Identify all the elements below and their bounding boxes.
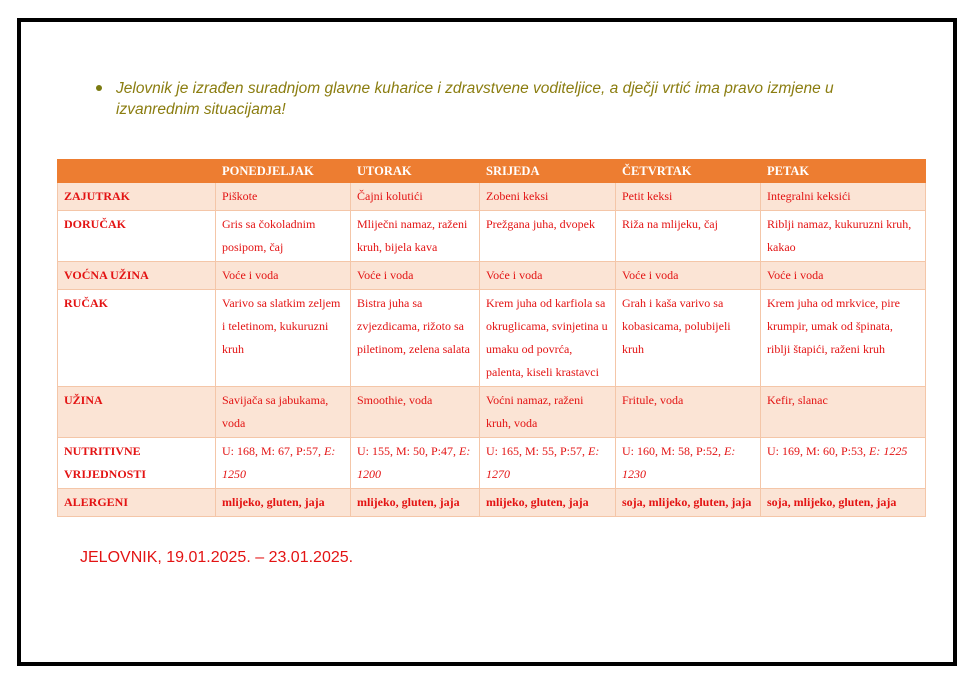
table-row	[58, 290, 926, 387]
nutrition-row	[58, 438, 926, 489]
table-cell: Voće i voda	[761, 262, 926, 290]
row-label: DORUČAK	[58, 211, 216, 262]
macros-text: U: 155, M: 50, P:47,	[357, 444, 457, 458]
table-cell: Riža na mlijeku, čaj	[616, 211, 761, 262]
allergen-cell: mlijeko, gluten, jaja	[351, 489, 480, 517]
energy-text: E: 1200	[357, 444, 471, 481]
macros-text: U: 160, M: 58, P:52,	[622, 444, 722, 458]
table-cell: Savijača sa jabukama, voda	[216, 387, 351, 438]
table-cell: Voće i voda	[351, 262, 480, 290]
table-cell: Bistra juha sa zvjezdicama, rižoto sa piletinom, zelena salata	[351, 290, 480, 387]
table-cell: Voće i voda	[216, 262, 351, 290]
table-cell: Prežgana juha, dvopek	[480, 211, 616, 262]
nutrition-cell	[480, 438, 616, 489]
header-wednesday: SRIJEDA	[480, 160, 616, 183]
note-bullet-item	[96, 78, 906, 120]
row-label: RUČAK	[58, 290, 216, 387]
bullet-dot-icon	[96, 85, 102, 91]
row-label: ZAJUTRAK	[58, 183, 216, 211]
header-friday: PETAK	[761, 160, 926, 183]
table-cell: Voćni namaz, raženi kruh, voda	[480, 387, 616, 438]
row-label: VOĆNA UŽINA	[58, 262, 216, 290]
table-cell: Mliječni namaz, raženi kruh, bijela kava	[351, 211, 480, 262]
allergen-cell: soja, mlijeko, gluten, jaja	[761, 489, 926, 517]
table-cell: Voće i voda	[616, 262, 761, 290]
table-cell: Krem juha od mrkvice, pire krumpir, umak od špinata, riblji štapići, raženi kruh	[761, 290, 926, 387]
macros-text: U: 169, M: 60, P:53,	[767, 444, 867, 458]
nutrition-cell	[616, 438, 761, 489]
table-cell: Petit keksi	[616, 183, 761, 211]
table-row	[58, 387, 926, 438]
header-thursday: ČETVRTAK	[616, 160, 761, 183]
nutrition-cell	[761, 438, 926, 489]
table-cell: Grah i kaša varivo sa kobasicama, polubijeli kruh	[616, 290, 761, 387]
energy-text: E: 1225	[869, 444, 908, 458]
header-monday: PONEDJELJAK	[216, 160, 351, 183]
table-cell: Zobeni keksi	[480, 183, 616, 211]
table-header-row	[58, 160, 926, 183]
row-label: ALERGENI	[58, 489, 216, 517]
allergens-row	[58, 489, 926, 517]
menu-table	[57, 159, 926, 517]
header-tuesday: UTORAK	[351, 160, 480, 183]
table-row	[58, 262, 926, 290]
menu-date-title: JELOVNIK, 19.01.2025. – 23.01.2025.	[80, 549, 354, 566]
table-cell: Varivo sa slatkim zeljem i teletinom, kukuruzni kruh	[216, 290, 351, 387]
table-cell: Riblji namaz, kukuruzni kruh, kakao	[761, 211, 926, 262]
table-cell: Gris sa čokoladnim posipom, čaj	[216, 211, 351, 262]
table-cell: Krem juha od karfiola sa okruglicama, svinjetina u umaku od povrća, palenta, kiseli krastavci	[480, 290, 616, 387]
table-cell: Čajni kolutići	[351, 183, 480, 211]
allergen-cell: mlijeko, gluten, jaja	[216, 489, 351, 517]
row-label: NUTRITIVNE VRIJEDNOSTI	[58, 438, 216, 489]
note-text: Jelovnik je izrađen suradnjom glavne kuharice i zdravstvene voditeljice, a dječji vrtić ima pravo izmjene u izvanrednim situacijama!	[116, 80, 834, 118]
allergen-cell: soja, mlijeko, gluten, jaja	[616, 489, 761, 517]
nutrition-cell	[351, 438, 480, 489]
macros-text: U: 168, M: 67, P:57,	[222, 444, 322, 458]
table-cell: Smoothie, voda	[351, 387, 480, 438]
table-row	[58, 183, 926, 211]
table-row	[58, 211, 926, 262]
table-cell: Piškote	[216, 183, 351, 211]
header-corner	[58, 160, 216, 183]
table-cell: Voće i voda	[480, 262, 616, 290]
nutrition-cell	[216, 438, 351, 489]
energy-text: E: 1250	[222, 444, 336, 481]
macros-text: U: 165, M: 55, P:57,	[486, 444, 586, 458]
table-cell: Fritule, voda	[616, 387, 761, 438]
energy-text: E: 1270	[486, 444, 600, 481]
table-cell: Kefir, slanac	[761, 387, 926, 438]
row-label: UŽINA	[58, 387, 216, 438]
table-cell: Integralni keksići	[761, 183, 926, 211]
energy-text: E: 1230	[622, 444, 736, 481]
allergen-cell: mlijeko, gluten, jaja	[480, 489, 616, 517]
